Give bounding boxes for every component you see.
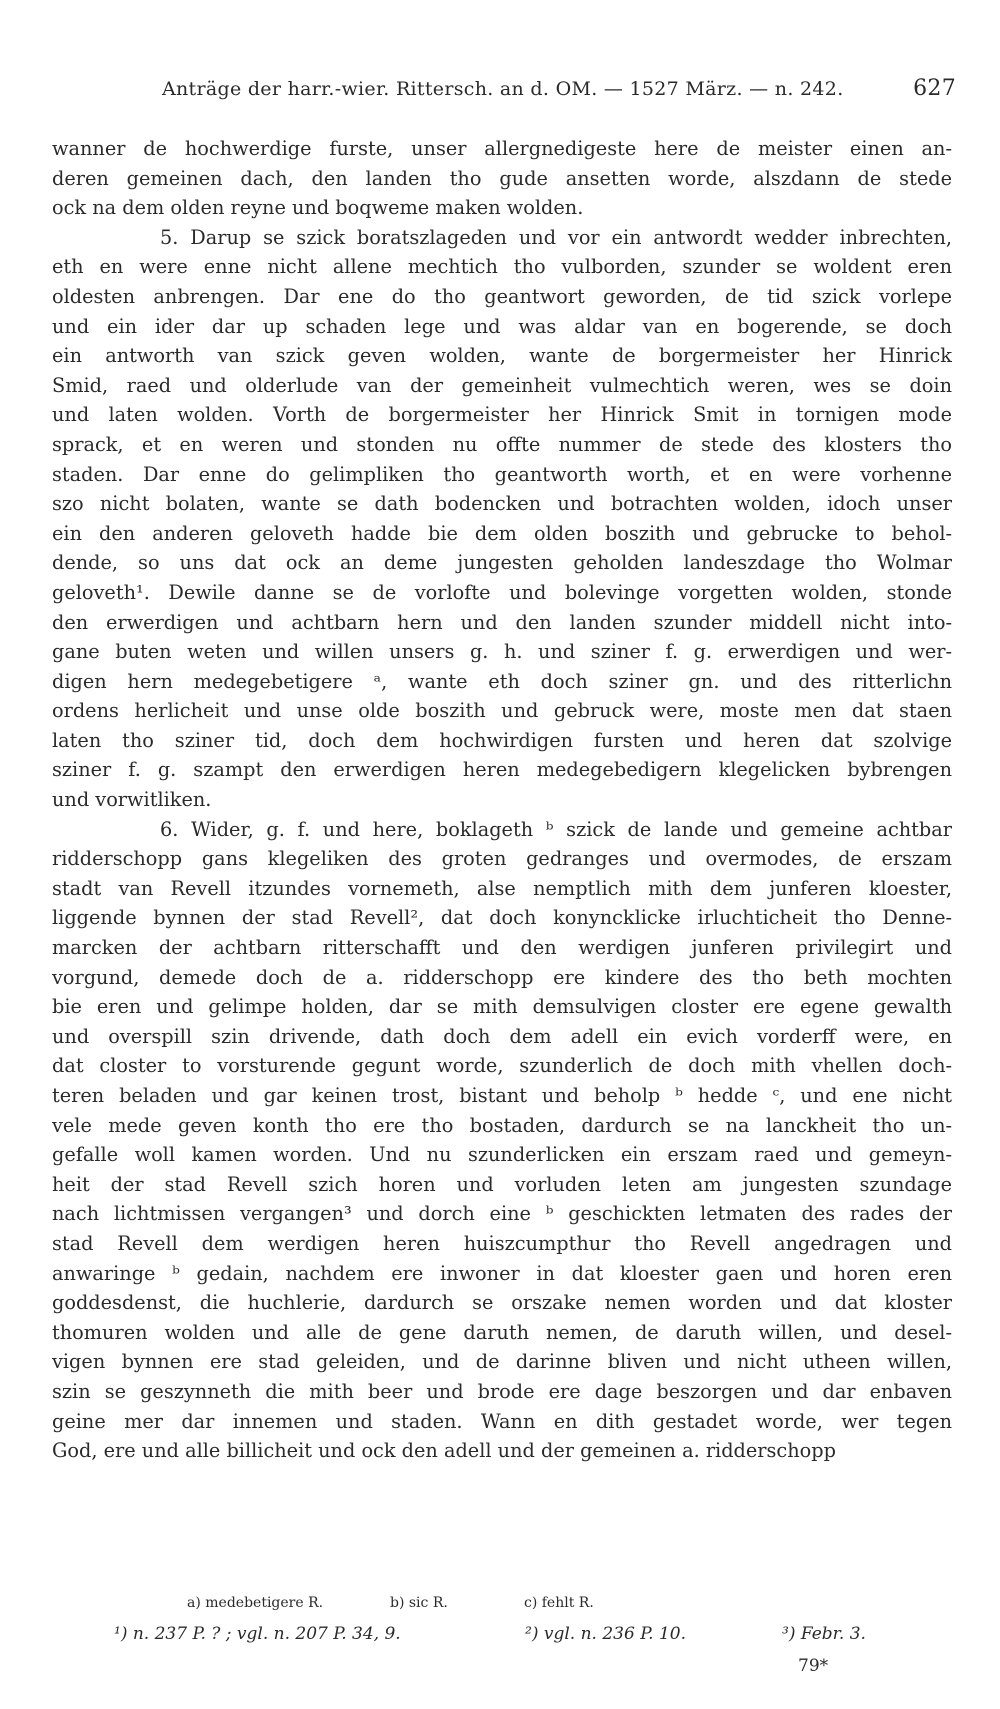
text-line: teren beladen und gar keinen trost, bistant und beholp ᵇ hedde ᶜ, und ene nicht xyxy=(52,1084,952,1107)
text-line: und ein ider dar up schaden lege und was aldar van en bogerende, se doch xyxy=(52,314,952,338)
text-line: liggende bynnen der stad Revell², dat doch konyncklicke irluchticheit tho Denne- xyxy=(52,906,952,930)
text-line: vele mede geven konth tho ere tho bostaden, dardurch se na lanckheit tho un- xyxy=(52,1113,952,1137)
text-line: wanner de hochwerdige furste, unser allergnedigeste here de meister einen an- xyxy=(52,137,952,160)
text-line: ein den anderen geloveth hadde bie dem olden boszith und gebrucke to behol- xyxy=(52,521,952,545)
text-line: und laten wolden. Vorth de borgermeister her Hinrick Smit in tornigen mode xyxy=(52,403,952,427)
text-line: God, ere und alle billicheit und ock den adell und der gemeinen a. ridderschopp xyxy=(52,1439,836,1463)
note-3: ³) Febr. 3. xyxy=(782,1624,866,1644)
note-c: c) fehlt R. xyxy=(524,1595,594,1611)
text-line: und vorwitliken. xyxy=(52,788,212,812)
text-line: geloveth¹. Dewile danne se de vorlofte und bolevinge vorgetten wolden, stonde xyxy=(52,580,952,604)
text-line: thomuren wolden und alle de gene daruth nemen, de daruth willen, und desel- xyxy=(52,1320,952,1344)
text-line: szin se geszynneth die mith beer und brode ere dage beszorgen und dar enbaven xyxy=(52,1379,952,1403)
page-number: 627 xyxy=(913,76,956,101)
text-line: vorgund, demede doch de a. ridderschopp ere kindere des tho beth mochten xyxy=(52,965,952,989)
text-line: 5. Darup se szick boratszlageden und vor ein antwordt wedder inbrechten, xyxy=(160,225,952,249)
text-line: und overspill szin drivende, dath doch dem adell ein evich vorderff were, en xyxy=(52,1024,952,1048)
text-line: anwaringe ᵇ gedain, nachdem ere inwoner in dat kloester gaen und horen eren xyxy=(52,1261,952,1285)
text-line: goddesdenst, die huchlerie, dardurch se orszake nemen worden und dat kloster xyxy=(52,1291,952,1315)
body-text xyxy=(52,134,952,1466)
text-line: gane buten weten und willen unsers g. h. und sziner f. g. erwerdigen und wer- xyxy=(52,640,952,664)
text-line: stadt van Revell itzundes vornemeth, alse nemptlich mith dem junferen kloester, xyxy=(52,876,952,900)
text-line: laten tho sziner tid, doch dem hochwirdigen fursten und heren dat szolvige xyxy=(52,728,952,752)
text-line: nach lichtmissen vergangen³ und dorch eine ᵇ geschickten letmaten des rades der xyxy=(52,1202,952,1226)
text-line: dat closter to vorsturende gegunt worde, szunderlich de doch mith vhellen doch- xyxy=(52,1054,952,1078)
text-line: sprack, et en weren und stonden nu offte nummer de stede des klosters tho xyxy=(52,432,952,456)
note-1: ¹) n. 237 P. ? ; vgl. n. 207 P. 34, 9. xyxy=(114,1624,401,1644)
note-2: ²) vgl. n. 236 P. 10. xyxy=(525,1624,687,1644)
text-line: ein antworth van szick geven wolden, wante de borgermeister her Hinrick xyxy=(52,344,952,368)
text-line: ridderschopp gans klegeliken des groten gedranges und overmodes, de erszam xyxy=(52,847,952,871)
text-line: Smid, raed und olderlude van der gemeinheit vulmechtich weren, wes se doin xyxy=(52,373,952,397)
text-line: deren gemeinen dach, den landen tho gude ansetten worde, alszdann de stede xyxy=(52,166,952,190)
text-line: den erwerdigen und achtbarn hern und den landen szunder middell nicht into- xyxy=(52,610,952,634)
text-line: ock na dem olden reyne und boqweme maken wolden. xyxy=(52,196,584,220)
running-header xyxy=(52,78,956,106)
text-line: digen hern medegebetigere ᵃ, wante eth doch sziner gn. und des ritterlichn xyxy=(52,669,952,693)
note-b: b) sic R. xyxy=(390,1595,448,1611)
running-title: Anträge der harr.-wier. Rittersch. an d. OM. — 1527 März. — n. 242. xyxy=(162,78,844,100)
text-line: marcken der achtbarn ritterschafft und den werdigen junferen privilegirt und xyxy=(52,936,952,960)
text-line: oldesten anbrengen. Dar ene do tho geantwort geworden, de tid szick vorlepe xyxy=(52,284,952,308)
text-line: bie eren und gelimpe holden, dar se mith demsulvigen closter ere egene gewalth xyxy=(52,995,952,1019)
text-line: ordens herlicheit und unse olde boszith und gebruck were, moste men dat staen xyxy=(52,699,952,723)
text-line: heit der stad Revell szich horen und vorluden leten am jungesten szundage xyxy=(52,1172,952,1196)
text-line: geine mer dar innemen und staden. Wann en dith gestadet worde, wer tegen xyxy=(52,1409,952,1433)
signature-mark: 79* xyxy=(798,1656,829,1676)
text-line: gefalle woll kamen worden. Und nu szunderlicken ein erszam raed und gemeyn- xyxy=(52,1143,952,1167)
text-line: eth en were enne nicht allene mechtich tho vulborden, szunder se woldent eren xyxy=(52,255,952,279)
text-line: sziner f. g. szampt den erwerdigen heren medegebedigern klegelicken bybrengen xyxy=(52,758,952,782)
note-a: a) medebetigere R. xyxy=(187,1595,324,1611)
text-line: stad Revell dem werdigen heren huiszcumpthur tho Revell angedragen und xyxy=(52,1231,952,1255)
text-line: vigen bynnen ere stad geleiden, und de darinne bliven und nicht utheen willen, xyxy=(52,1350,952,1374)
text-line: szo nicht bolaten, wante se dath bodencken und botrachten wolden, idoch unser xyxy=(52,492,952,516)
text-line: dende, so uns dat ock an deme jungesten geholden landeszdage tho Wolmar xyxy=(52,551,952,575)
text-line: staden. Dar enne do gelimpliken tho geantworth worth, et en were vorhenne xyxy=(52,462,952,486)
text-line: 6. Wider, g. f. und here, boklageth ᵇ szick de lande und gemeine achtbar xyxy=(160,817,952,841)
